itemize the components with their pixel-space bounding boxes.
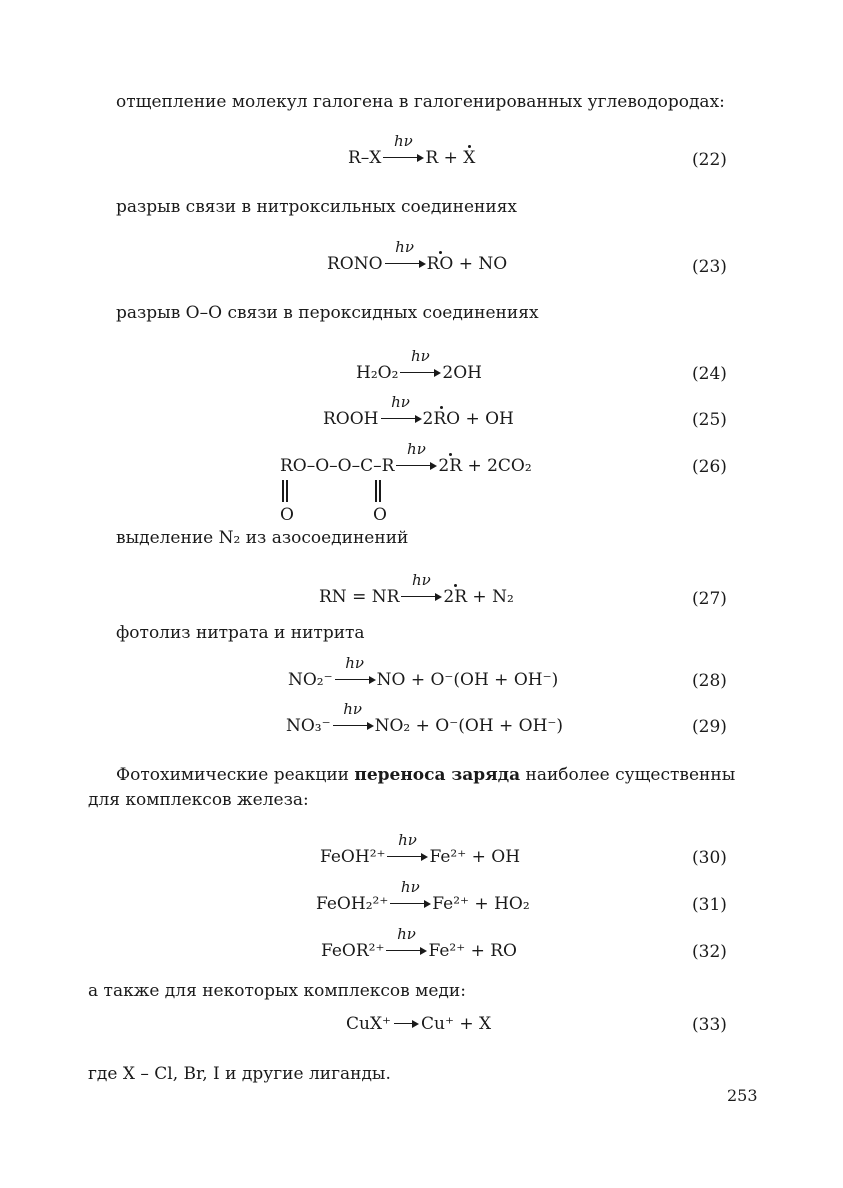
reaction-arrow [390,878,430,914]
equation-number: (27) [692,589,727,609]
hv-label: hν [400,878,420,896]
reaction-arrow [333,700,373,736]
paragraph-text-a: Фотохимические реакции [116,765,355,785]
eq29-right: NO₂ + O⁻(OH + OH⁻) [374,716,564,736]
equation-24 [356,347,482,383]
eq22-left: R–X [348,148,382,168]
eq28-right: NO + O⁻(OH + OH⁻) [376,670,559,690]
reaction-arrow [335,654,375,690]
equation-number: (22) [692,150,727,170]
eq22-right-a: R + [425,148,464,168]
equation-26 [280,440,532,476]
equation-number: (30) [692,848,727,868]
eq30-right: Fe²⁺ + OH [429,847,521,867]
reaction-arrow [401,571,441,607]
equation-number: (25) [692,410,727,430]
eq31-left: FeOH₂²⁺ [316,894,389,914]
eq31-right: Fe²⁺ + HO₂ [432,894,530,914]
eq24-left: H₂O₂ [356,363,399,383]
eq23-right-b: + NO [453,254,508,274]
intro-nitroxyl: разрыв связи в нитроксильных соединениях [116,197,518,217]
reaction-arrow [400,347,440,383]
equation-23 [327,238,508,274]
hv-label: hν [398,831,417,849]
eq26-right-b: + 2CO₂ [462,456,532,476]
hv-label: hν [391,393,410,411]
intro-peroxide: разрыв О–О связи в пероксидных соединениях [116,303,539,323]
double-bond-right [375,480,381,502]
equation-31 [316,878,530,914]
eq30-left: FeOH²⁺ [320,847,386,867]
hv-label: hν [345,654,364,672]
reaction-arrow [385,238,425,274]
reaction-arrow [383,132,423,168]
reaction-arrow [386,925,426,961]
intro-azo: выделение N₂ из азосоединений [116,528,409,548]
eq33-left: CuX⁺ [346,1014,392,1034]
equation-27 [319,571,514,607]
carbonyl-oxygen-right: O [373,505,387,525]
hv-label: hν [395,238,414,256]
hv-label: hν [394,132,413,150]
equation-29 [286,700,564,736]
eq22-right-b: X [463,148,476,168]
equation-30 [320,831,521,867]
equation-number: (29) [692,717,727,737]
eq24-right: 2OH [442,363,482,383]
eq25-right-a: 2RO [422,409,461,429]
reaction-arrow [396,440,436,476]
equation-number: (28) [692,671,727,691]
equation-28 [288,654,559,690]
equation-33 [346,1014,491,1034]
intro-copper: а также для некоторых комплексов меди: [88,981,466,1001]
equation-number: (26) [692,457,727,477]
hv-label: hν [343,700,362,718]
eq23-left: RONO [327,254,383,274]
intro-photolysis: фотолиз нитрата и нитрита [116,623,365,643]
eq27-right-a: 2R [443,587,468,607]
equation-number: (32) [692,942,727,962]
eq32-left: FeOR²⁺ [321,941,385,961]
eq33-right: Cu⁺ + X [421,1014,492,1034]
eq29-left: NO₃⁻ [286,716,331,736]
reaction-arrow [393,1014,419,1034]
reaction-arrow [381,393,421,429]
equation-25 [323,393,514,429]
paragraph-emphasis: переноса заряда [354,765,521,785]
reaction-arrow [387,831,427,867]
footer-note: где X – Cl, Br, I и другие лиганды. [88,1064,391,1084]
hv-label: hν [411,347,430,365]
equation-number: (33) [692,1015,727,1035]
paragraph-line-1 [116,765,735,785]
hv-label: hν [397,925,416,943]
paragraph-text-b: наиболее существенны [520,765,736,785]
double-bond-left [282,480,288,502]
eq25-right-b: + OH [460,409,514,429]
equation-number: (31) [692,895,727,915]
eq28-left: NO₂⁻ [288,670,333,690]
carbonyl-oxygen-left: O [280,505,294,525]
eq26-left: RO–O–O–C–R [280,456,395,476]
eq25-left: ROOH [323,409,379,429]
paragraph-line-2: для комплексов железа: [88,790,309,810]
equation-22 [348,132,476,168]
eq26-right-a: 2R [438,456,463,476]
eq27-right-b: + N₂ [467,587,514,607]
eq23-right-a: RO [426,254,454,274]
equation-number: (23) [692,257,727,277]
equation-number: (24) [692,364,727,384]
page-number: 253 [727,1086,758,1105]
hv-label: hν [412,571,431,589]
eq32-right: Fe²⁺ + RO [428,941,517,961]
intro-halogen: отщепление молекул галогена в галогенированных углеводородах: [116,92,725,112]
equation-32 [321,925,517,961]
hv-label: hν [407,440,426,458]
eq27-left: RN = NR [319,587,400,607]
